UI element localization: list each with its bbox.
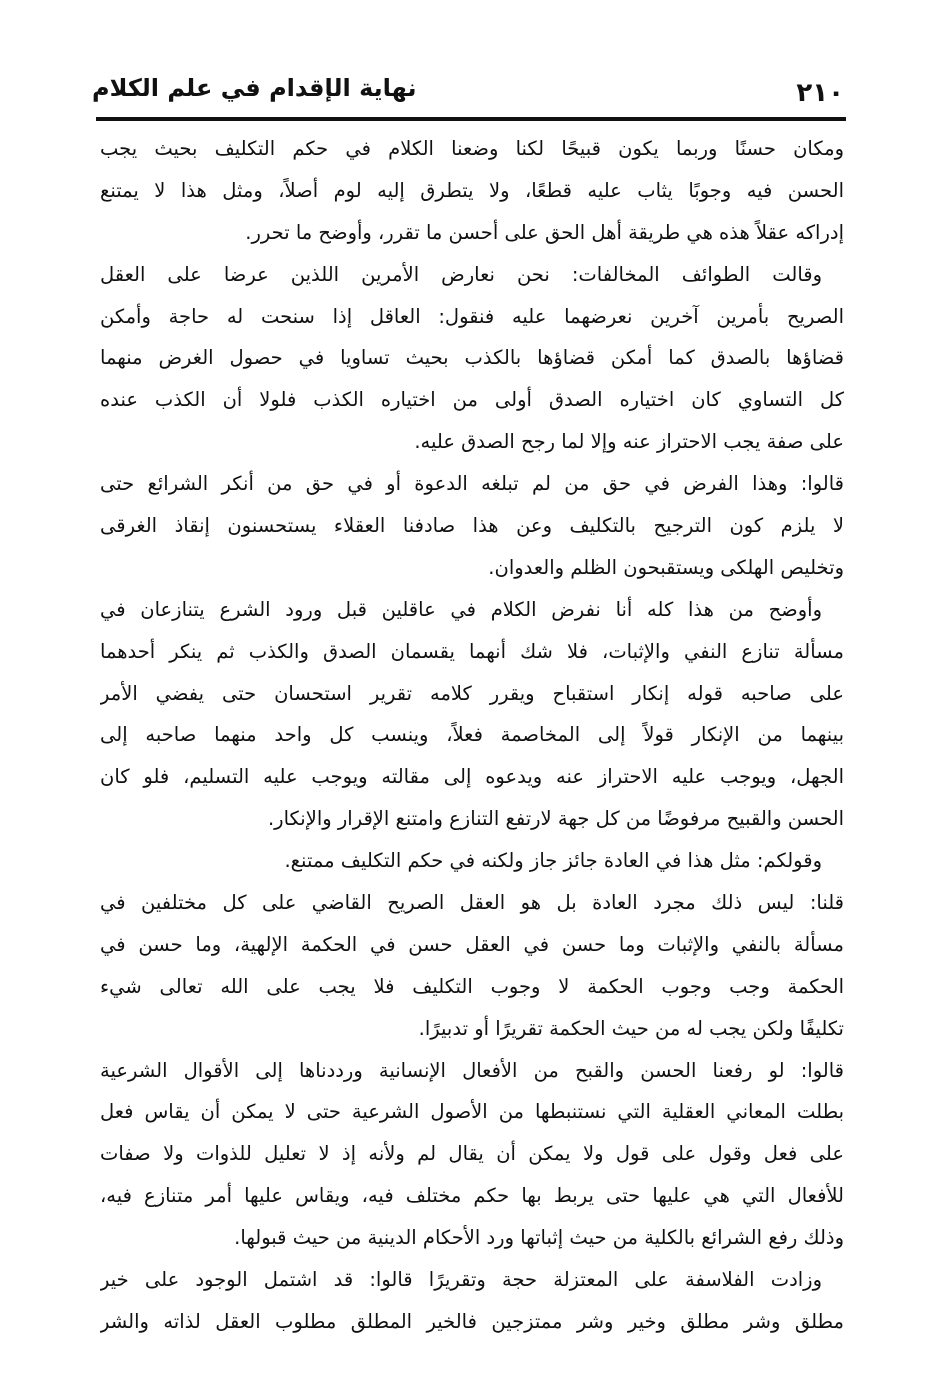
- paragraph: [100, 463, 844, 589]
- text-line: قالوا: وهذا الفرض في حق من لم تبلغه الدعوة أو في حق من أنكر الشرائع حتى: [100, 472, 844, 496]
- text-line: قضاؤها بالصدق كما أمكن قضاؤها بالكذب بحيث تساويا في حصول الغرض منهما: [100, 346, 844, 370]
- text-line: الحسن فيه وجوبًا يثاب عليه قطعًا، ولا يتطرق إليه لوم أصلاً، ومثل هذا لا يمتنع: [100, 178, 844, 202]
- text-line: على صفة يجب الاحتراز عنه وإلا لما رجح الصدق عليه.: [414, 430, 844, 454]
- text-line: الحسن والقبيح مرفوضًا من كل جهة لارتفع التنازع وامتنع الإقرار والإنكار.: [267, 807, 844, 831]
- text-line: كل التساوي كان اختياره الصدق أولى من اختياره الكذب فلولا أن الكذب عنده: [100, 388, 844, 412]
- text-line: وتخليص الهلكى ويستقبحون الظلم والعدوان.: [488, 555, 844, 579]
- text-line: لا يلزم كون الترجيح بالتكليف وعن هذا صادفنا العقلاء يستحسنون إنقاذ الغرقى: [100, 514, 844, 538]
- text-line: بينهما من الإنكار قولاً إلى المخاصمة فعلاً، وينسب كل واحد منهما صاحبه إلى: [100, 723, 844, 747]
- text-line: مسألة تنازع النفي والإثبات، فلا شك أنهما يقسمان الصدق والكذب ثم ينكر أحدهما: [100, 639, 844, 663]
- text-line: على فعل وقول على قول ولا يمكن أن يقال لم ولأنه إذ لا تعليل للذوات ولا صفات: [100, 1142, 844, 1166]
- text-line: للأفعال التي هي عليها حتى يربط بها حكم مختلف فيه، ويقاس عليها أمر متنازع فيه،: [100, 1184, 844, 1208]
- book-title: نهاية الإقدام في علم الكلام: [92, 74, 417, 102]
- paragraph: [100, 254, 844, 463]
- text-line: مسألة بالنفي والإثبات وما حسن في العقل حسن في الحكمة الإلهية، وما حسن في: [100, 932, 844, 956]
- paragraph: [100, 1259, 844, 1343]
- header-rule: [96, 117, 846, 121]
- text-line: مطلق وشر مطلق وخير وشر ممتزجين فالخير المطلق مطلوب العقل لذاته والشر: [100, 1309, 844, 1333]
- text-line: إدراكه عقلاً هذه هي طريقة أهل الحق على أحسن ما تقرر، وأوضح ما تحرر.: [245, 220, 844, 244]
- page-number: ٢١٠: [796, 78, 844, 108]
- text-line: وأوضح من هذا كله أنا نفرض الكلام في عاقلين قبل ورود الشرع يتنازعان في: [100, 597, 822, 621]
- text-line: وذلك رفع الشرائع بالكلية من حيث إثباتها ورد الأحكام الدينية من حيث قبولها.: [234, 1226, 844, 1250]
- text-line: الجهل، ويوجب عليه الاحتراز عنه ويدعوه إلى مقالته ويوجب عليه التسليم، فلو كان: [100, 765, 844, 789]
- text-line: الصريح بأمرين آخرين نعرضهما عليه فنقول: العاقل إذا سنحت له حاجة وأمكن: [100, 304, 844, 328]
- paragraph: [100, 882, 844, 1050]
- text-line: وزادت الفلاسفة على المعتزلة حجة وتقريرًا قالوا: قد اشتمل الوجود على خير: [100, 1268, 822, 1292]
- paragraph: [100, 840, 844, 882]
- paragraph: [100, 128, 844, 254]
- paragraph: [100, 1050, 844, 1259]
- text-line: بطلت المعاني العقلية التي نستنبطها من الأصول الشرعية حتى لا يمكن أن يقاس فعل: [100, 1100, 844, 1124]
- body-text: [100, 128, 844, 1343]
- running-header: [92, 72, 844, 112]
- text-line: ومكان حسنًا وربما يكون قبيحًا لكنا وضعنا الكلام في حكم التكليف بحيث يجب: [100, 137, 844, 160]
- paragraph: [100, 589, 844, 840]
- text-line: وقولكم: مثل هذا في العادة جائز جاز ولكنه في حكم التكليف ممتنع.: [284, 849, 822, 873]
- text-line: على صاحبه قوله إنكار استقباح ويقرر كلامه تقرير استحسان حتى يفضي الأمر: [100, 681, 844, 705]
- text-line: قلنا: ليس ذلك مجرد العادة بل هو العقل الصريح القاضي على كل مختلفين في: [100, 891, 844, 915]
- text-line: تكليفًا ولكن يجب له من حيث الحكمة تقريرًا أو تدبيرًا.: [418, 1016, 844, 1040]
- text-line: قالوا: لو رفعنا الحسن والقبح من الأفعال الإنسانية ورددناها إلى الأقوال الشرعية: [100, 1058, 844, 1082]
- text-line: وقالت الطوائف المخالفات: نحن نعارض الأمرين اللذين عرضا على العقل: [100, 262, 822, 286]
- text-line: الحكمة وجب وجوب الحكمة لا وجوب التكليف فلا يجب على الله تعالى شيء: [100, 974, 844, 998]
